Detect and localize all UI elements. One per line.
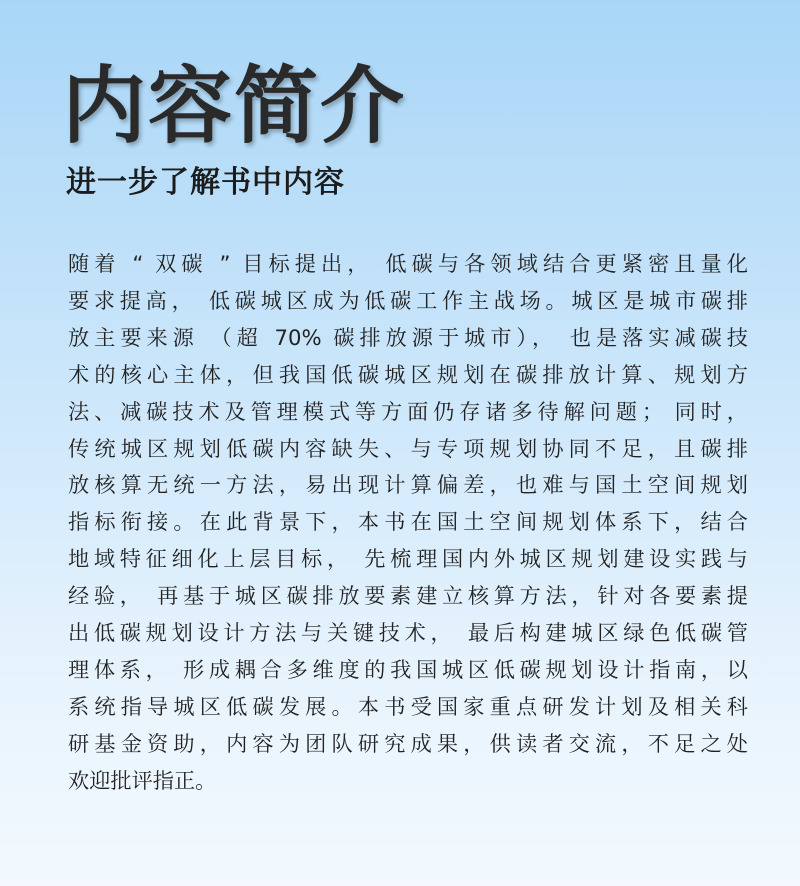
page-subtitle: 进一步了解书中内容 bbox=[66, 165, 345, 200]
paragraph-line: 术的核心主体，但我国低碳城区规划在碳排放计算、规划方 bbox=[68, 361, 748, 387]
paragraph-line: 放主要来源 （超 70% 碳排放源于城市）， 也是落实减碳技 bbox=[68, 324, 748, 350]
paragraph-line: 理体系， 形成耦合多维度的我国城区低碳规划设计指南，以 bbox=[68, 656, 748, 682]
paragraph-line: 经验， 再基于城区碳排放要素建立核算方法，针对各要素提 bbox=[68, 583, 748, 609]
paragraph-line: 传统城区规划低碳内容缺失、与专项规划协同不足，且碳排 bbox=[68, 435, 748, 461]
paragraph-line: 随着 “ 双碳 ” 目标提出， 低碳与各领域结合更紧密且量化 bbox=[68, 251, 748, 276]
paragraph-line: 研基金资助，内容为团队研究成果，供读者交流，不足之处 bbox=[68, 730, 748, 756]
paragraph-line: 系统指导城区低碳发展。本书受国家重点研发计划及相关科 bbox=[68, 693, 748, 719]
paragraph-line: 放核算无统一方法，易出现计算偏差，也难与国土空间规划 bbox=[68, 472, 748, 498]
intro-paragraph bbox=[68, 246, 748, 800]
paragraph-line: 出低碳规划设计方法与关键技术， 最后构建城区绿色低碳管 bbox=[68, 620, 748, 646]
page-title: 内容简介 bbox=[62, 57, 407, 155]
paragraph-line: 要求提高， 低碳城区成为低碳工作主战场。城区是城市碳排 bbox=[68, 287, 748, 313]
paragraph-line: 法、减碳技术及管理模式等方面仍存诸多待解问题； 同时， bbox=[68, 398, 748, 424]
paragraph-line: 欢迎批评指正。 bbox=[68, 767, 217, 793]
paragraph-line: 地域特征细化上层目标， 先梳理国内外城区规划建设实践与 bbox=[68, 546, 748, 572]
paragraph-line: 指标衔接。在此背景下，本书在国土空间规划体系下，结合 bbox=[68, 509, 748, 535]
